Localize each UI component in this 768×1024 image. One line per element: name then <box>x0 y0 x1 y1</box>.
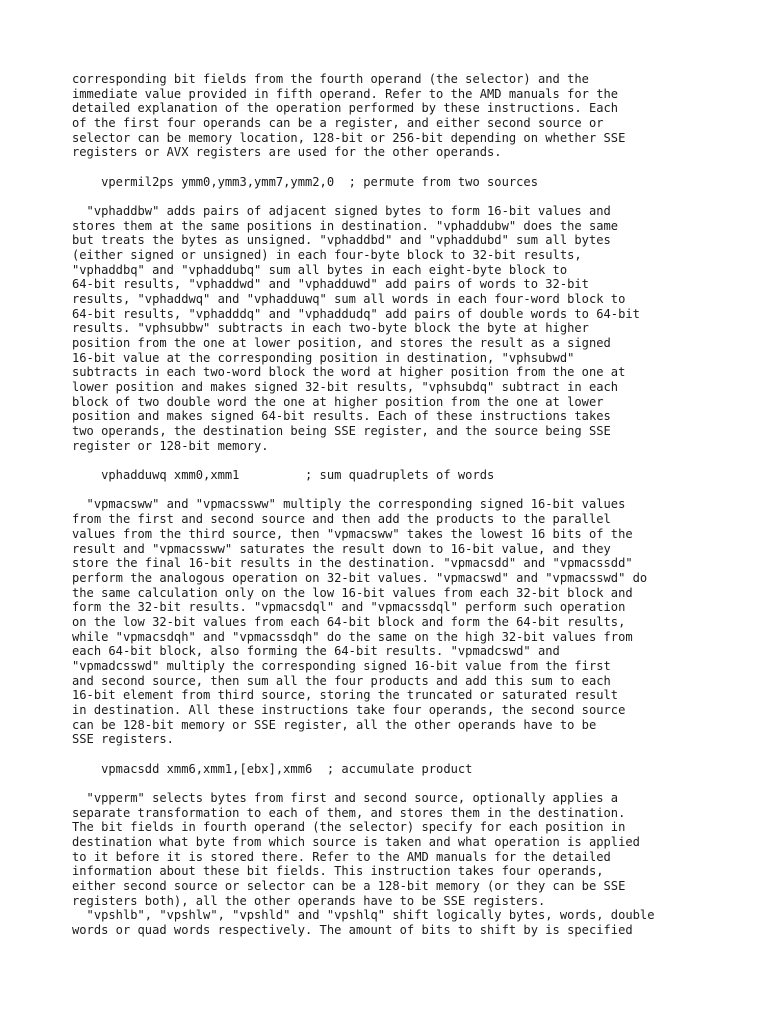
blank-line <box>72 453 692 468</box>
text-line: stores them at the same positions in destination. "vphaddubw" does the same <box>72 218 619 233</box>
text-line: "vpmadcsswd" multiply the corresponding signed 16-bit value from the first <box>72 658 611 673</box>
text-line: but treats the bytes as unsigned. "vphaddbd" and "vphaddubd" sum all bytes <box>72 233 611 248</box>
text-line: (either signed or unsigned) in each four-byte block to 32-bit results, <box>72 248 582 263</box>
text-line: result and "vpmacssww" saturates the result down to 16-bit value, and they <box>72 541 611 556</box>
document-page <box>72 72 692 938</box>
text-line: on the low 32-bit values from each 64-bit block and form the 64-bit results, <box>72 614 626 629</box>
text-line: in destination. All these instructions take four operands, the second source <box>72 702 626 717</box>
text-line: register or 128-bit memory. <box>72 438 269 453</box>
blank-line <box>72 747 692 762</box>
text-line: information about these bit fields. This instruction takes four operands, <box>72 864 604 879</box>
text-line: corresponding bit fields from the fourth operand (the selector) and the <box>72 72 589 86</box>
blank-line <box>72 160 692 175</box>
text-line: "vpshlb", "vpshlw", "vpshld" and "vpshlq" shift logically bytes, words, double <box>72 908 655 923</box>
text-line: "vphaddbq" and "vphaddubq" sum all bytes in each eight-byte block to <box>72 262 568 277</box>
text-line: either second source or selector can be a 128-bit memory (or they can be SSE <box>72 878 626 893</box>
text-line: detailed explanation of the operation performed by these instructions. Each <box>72 101 619 116</box>
text-line: lower position and makes signed 32-bit results, "vphsubdq" subtract in each <box>72 380 619 395</box>
text-line: 16-bit value at the corresponding position in destination, "vphsubwd" <box>72 350 575 365</box>
text-line: the same calculation only on the low 16-bit values from each 32-bit block and <box>72 585 633 600</box>
text-line: results, "vphaddwq" and "vphadduwq" sum all words in each four-word block to <box>72 292 626 307</box>
code-example: vpermil2ps ymm0,ymm3,ymm7,ymm2,0 ; permute from two sources <box>72 174 538 189</box>
text-line: position from the one at lower position, and stores the result as a signed <box>72 336 611 351</box>
text-line: The bit fields in fourth operand (the selector) specify for each position in <box>72 820 626 835</box>
text-line: registers or AVX registers are used for the other operands. <box>72 145 502 160</box>
text-line: position and makes signed 64-bit results. Each of these instructions takes <box>72 409 611 424</box>
blank-line <box>72 189 692 204</box>
text-line: two operands, the destination being SSE register, and the source being SSE <box>72 424 611 439</box>
text-line: store the final 16-bit results in the destination. "vpmacsdd" and "vpmacssdd" <box>72 556 633 571</box>
text-line: subtracts in each two-word block the word at higher position from the one at <box>72 365 626 380</box>
blank-line <box>72 483 692 498</box>
text-line: 64-bit results, "vphadddq" and "vphaddudq" add pairs of double words to 64-bit <box>72 306 640 321</box>
text-line: perform the analogous operation on 32-bit values. "vpmacswd" and "vpmacsswd" do <box>72 570 648 585</box>
text-line: to it before it is stored there. Refer to the AMD manuals for the detailed <box>72 849 611 864</box>
text-line: block of two double word the one at higher position from the one at lower <box>72 394 604 409</box>
text-line: selector can be memory location, 128-bit or 256-bit depending on whether SSE <box>72 130 626 145</box>
text-line: of the first four operands can be a register, and either second source or <box>72 116 604 131</box>
text-line: "vpperm" selects bytes from first and second source, optionally applies a <box>72 790 619 805</box>
text-line: destination what byte from which source is taken and what operation is applied <box>72 834 640 849</box>
text-line: immediate value provided in fifth operand. Refer to the AMD manuals for the <box>72 86 619 101</box>
text-line: separate transformation to each of them, and stores them in the destination. <box>72 805 626 820</box>
text-line: each 64-bit block, also forming the 64-bit results. "vpmadcswd" and <box>72 644 560 659</box>
code-example: vpmacsdd xmm6,xmm1,[ebx],xmm6 ; accumulate product <box>72 761 473 776</box>
text-line: from the first and second source and then add the products to the parallel <box>72 512 611 527</box>
text-line: values from the third source, then "vpmacsww" takes the lowest 16 bits of the <box>72 526 633 541</box>
text-line: and second source, then sum all the four products and add this sum to each <box>72 673 611 688</box>
text-line: can be 128-bit memory or SSE register, all the other operands have to be <box>72 717 597 732</box>
text-line: form the 32-bit results. "vpmacsdql" and "vpmacssdql" perform such operation <box>72 600 626 615</box>
blank-line <box>72 776 692 791</box>
text-line: registers both), all the other operands have to be SSE registers. <box>72 893 546 908</box>
code-example: vphadduwq xmm0,xmm1 ; sum quadruplets of words <box>72 468 495 483</box>
text-line: results. "vphsubbw" subtracts in each two-byte block the byte at higher <box>72 321 589 336</box>
text-line: while "vpmacsdqh" and "vpmacssdqh" do the same on the high 32-bit values from <box>72 629 633 644</box>
text-line: "vphaddbw" adds pairs of adjacent signed bytes to form 16-bit values and <box>72 204 611 219</box>
text-line: 16-bit element from third source, storing the truncated or saturated result <box>72 688 619 703</box>
text-line: words or quad words respectively. The amount of bits to shift by is specified <box>72 922 633 937</box>
text-line: SSE registers. <box>72 732 174 747</box>
text-line: 64-bit results, "vphaddwd" and "vphadduwd" add pairs of words to 32-bit <box>72 277 589 292</box>
text-line: "vpmacsww" and "vpmacssww" multiply the corresponding signed 16-bit values <box>72 497 626 512</box>
